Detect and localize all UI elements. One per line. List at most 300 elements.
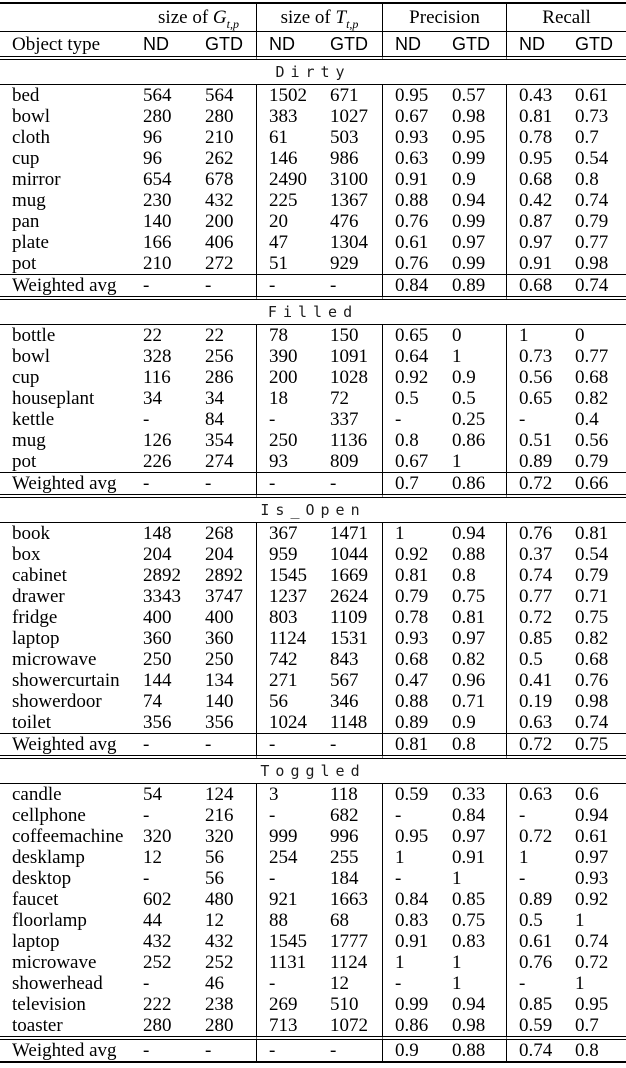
value-cell: 0.82 <box>575 388 609 409</box>
value-cell: 0.79 <box>575 565 609 586</box>
table-row <box>0 409 626 430</box>
value-cell: 996 <box>328 826 383 847</box>
value-cell: 0.68 <box>575 367 609 388</box>
value-cell: 0.94 <box>450 994 507 1015</box>
value-cell: 432 <box>143 931 172 952</box>
value-cell: 0.89 <box>519 451 553 472</box>
value-cell: 0.61 <box>575 826 609 847</box>
value-cell: 271 <box>269 670 298 691</box>
object-type-cell: cup <box>12 148 40 169</box>
value-cell: - <box>269 973 276 994</box>
value-cell: 0.82 <box>450 649 507 670</box>
weighted-avg-value-cell: - <box>141 1036 203 1063</box>
weighted-avg-value-cell: 0.8 <box>573 1036 626 1063</box>
value-cell: 0.85 <box>519 994 553 1015</box>
value-cell: 0.84 <box>395 889 429 910</box>
object-type-cell: television <box>12 994 86 1015</box>
value-cell: 921 <box>269 889 298 910</box>
table-row <box>0 253 626 274</box>
object-type-cell: toaster <box>12 1015 63 1036</box>
value-cell: 222 <box>143 994 172 1015</box>
object-type-cell: plate <box>12 232 49 253</box>
section-header-toggled: Toggled <box>0 759 626 784</box>
weighted-avg-value-cell: 0.88 <box>450 1036 507 1063</box>
value-cell: - <box>395 805 402 826</box>
value-cell: 34 <box>143 388 162 409</box>
value-cell: 0.6 <box>575 784 599 805</box>
value-cell: 0.78 <box>519 127 553 148</box>
value-cell: 0.81 <box>519 106 553 127</box>
value-cell: 0.97 <box>450 628 507 649</box>
group-header-row <box>0 4 626 32</box>
value-cell: 250 <box>203 649 257 670</box>
weighted-avg-row <box>0 733 626 759</box>
weighted-avg-label-cell: Weighted avg <box>0 1036 141 1063</box>
value-cell: 1091 <box>328 346 383 367</box>
value-cell: 986 <box>328 148 383 169</box>
size-t-prefix: size of <box>280 7 336 28</box>
column-header-nd: ND <box>141 32 203 60</box>
value-cell: 280 <box>143 106 172 127</box>
value-cell: 280 <box>203 106 257 127</box>
object-type-cell: box <box>12 544 41 565</box>
value-cell: 78 <box>269 325 289 346</box>
value-cell: 0.77 <box>575 232 609 253</box>
value-cell: 1502 <box>269 85 308 106</box>
value-cell: 367 <box>269 523 298 544</box>
object-type-cell: candle <box>12 784 62 805</box>
value-cell: 432 <box>203 931 257 952</box>
value-cell: 0.67 <box>395 451 429 472</box>
value-cell: 0.8 <box>450 565 507 586</box>
weighted-avg-value-cell: - <box>141 472 203 498</box>
section-row <box>0 300 626 325</box>
object-type-cell: cellphone <box>12 805 86 826</box>
value-cell: 1 <box>450 451 507 472</box>
value-cell: 0.43 <box>519 85 553 106</box>
weighted-avg-value-cell: - <box>141 733 203 759</box>
value-cell: 0.37 <box>519 544 553 565</box>
value-cell: 1 <box>450 346 507 367</box>
value-cell: 0.9 <box>450 367 507 388</box>
value-cell: 0.65 <box>395 325 429 346</box>
value-cell: 255 <box>328 847 383 868</box>
value-cell: 1669 <box>328 565 383 586</box>
value-cell: 1024 <box>269 712 308 733</box>
value-cell: 1663 <box>328 889 383 910</box>
value-cell: 0.95 <box>575 994 609 1015</box>
value-cell: 0.91 <box>395 931 429 952</box>
group-header-recall: Recall <box>507 4 626 32</box>
value-cell: - <box>519 805 526 826</box>
object-type-cell: showerhead <box>12 973 103 994</box>
value-cell: 0.93 <box>575 868 609 889</box>
section-row <box>0 498 626 523</box>
value-cell: 0.71 <box>450 691 507 712</box>
value-cell: 0.73 <box>575 106 609 127</box>
value-cell: 269 <box>269 994 298 1015</box>
value-cell: 654 <box>143 169 172 190</box>
table-row <box>0 649 626 670</box>
value-cell: 320 <box>203 826 257 847</box>
value-cell: 12 <box>143 847 162 868</box>
value-cell: 61 <box>269 127 289 148</box>
value-cell: 22 <box>203 325 257 346</box>
value-cell: 272 <box>203 253 257 274</box>
value-cell: 0.54 <box>575 148 609 169</box>
column-header-gtd: GTD <box>328 32 383 60</box>
weighted-avg-value-cell: 0.75 <box>573 733 626 759</box>
value-cell: 999 <box>269 826 298 847</box>
value-cell: 1 <box>395 523 405 544</box>
object-type-cell: microwave <box>12 952 97 973</box>
value-cell: - <box>143 409 150 430</box>
object-type-cell: mirror <box>12 169 61 190</box>
value-cell: 0.25 <box>450 409 507 430</box>
value-cell: 1131 <box>269 952 307 973</box>
value-cell: 0.91 <box>450 847 507 868</box>
value-cell: 0.99 <box>450 253 507 274</box>
value-cell: 148 <box>143 523 172 544</box>
value-cell: - <box>519 409 526 430</box>
value-cell: 0.99 <box>450 211 507 232</box>
value-cell: 0.93 <box>395 127 429 148</box>
value-cell: 134 <box>203 670 257 691</box>
object-type-cell: pot <box>12 451 37 472</box>
value-cell: 12 <box>203 910 257 931</box>
value-cell: - <box>143 973 150 994</box>
value-cell: 0.92 <box>395 544 429 565</box>
value-cell: 0.88 <box>450 544 507 565</box>
value-cell: 252 <box>203 952 257 973</box>
table-row <box>0 190 626 211</box>
object-type-cell: faucet <box>12 889 59 910</box>
value-cell: 0.94 <box>450 190 507 211</box>
value-cell: - <box>395 409 402 430</box>
value-cell: 252 <box>143 952 172 973</box>
value-cell: 0.92 <box>395 367 429 388</box>
value-cell: 0.79 <box>575 451 609 472</box>
value-cell: 56 <box>203 868 257 889</box>
weighted-avg-value-cell: - <box>203 1036 257 1063</box>
table-row <box>0 994 626 1015</box>
weighted-avg-value-cell: - <box>257 274 328 300</box>
table-row <box>0 106 626 127</box>
value-cell: 44 <box>143 910 162 931</box>
weighted-avg-value-cell: - <box>328 1036 383 1063</box>
value-cell: 0.9 <box>450 712 507 733</box>
table-row <box>0 232 626 253</box>
weighted-avg-value-cell: 0.9 <box>383 1036 450 1063</box>
value-cell: 0.42 <box>519 190 553 211</box>
value-cell: 0.87 <box>519 211 553 232</box>
table-row <box>0 847 626 868</box>
object-type-cell: laptop <box>12 931 60 952</box>
value-cell: 0.7 <box>575 127 599 148</box>
value-cell: 274 <box>203 451 257 472</box>
group-header-size-g <box>141 4 257 32</box>
value-cell: 230 <box>143 190 172 211</box>
value-cell: 3343 <box>143 586 181 607</box>
table-row <box>0 565 626 586</box>
value-cell: - <box>143 805 150 826</box>
value-cell: 0.81 <box>395 565 429 586</box>
value-cell: 1 <box>450 952 507 973</box>
value-cell: 96 <box>143 148 162 169</box>
table-row <box>0 325 626 346</box>
value-cell: 226 <box>143 451 172 472</box>
value-cell: 0.89 <box>395 712 429 733</box>
value-cell: 280 <box>143 1015 172 1036</box>
value-cell: 1304 <box>328 232 383 253</box>
value-cell: 0 <box>450 325 507 346</box>
object-type-cell: cup <box>12 367 40 388</box>
value-cell: 286 <box>203 367 257 388</box>
table-row <box>0 586 626 607</box>
value-cell: 250 <box>269 430 298 451</box>
value-cell: 1 <box>519 847 529 868</box>
value-cell: 20 <box>269 211 289 232</box>
value-cell: 354 <box>203 430 257 451</box>
value-cell: 150 <box>328 325 383 346</box>
object-type-cell: bottle <box>12 325 56 346</box>
value-cell: 671 <box>328 85 383 106</box>
value-cell: 0.5 <box>450 388 507 409</box>
weighted-avg-label-cell: Weighted avg <box>0 274 141 300</box>
value-cell: 682 <box>328 805 383 826</box>
weighted-avg-row <box>0 274 626 300</box>
size-g-subscript: t,p <box>226 16 239 31</box>
value-cell: 0.76 <box>519 523 553 544</box>
value-cell: 250 <box>143 649 172 670</box>
table-row <box>0 523 626 544</box>
value-cell: 216 <box>203 805 257 826</box>
value-cell: 0.54 <box>575 544 609 565</box>
value-cell: 0.98 <box>575 691 609 712</box>
value-cell: 0.77 <box>519 586 553 607</box>
value-cell: - <box>395 973 402 994</box>
value-cell: 1471 <box>328 523 383 544</box>
value-cell: 256 <box>203 346 257 367</box>
value-cell: 0.7 <box>575 1015 599 1036</box>
object-type-cell: mug <box>12 190 46 211</box>
value-cell: 0.72 <box>519 826 553 847</box>
value-cell: 88 <box>269 910 289 931</box>
weighted-avg-value-cell: - <box>203 274 257 300</box>
value-cell: 46 <box>203 973 257 994</box>
value-cell: 0.97 <box>450 826 507 847</box>
value-cell: 140 <box>143 211 172 232</box>
value-cell: 1028 <box>328 367 383 388</box>
column-header-nd: ND <box>257 32 328 60</box>
weighted-avg-label-cell: Weighted avg <box>0 733 141 759</box>
value-cell: 96 <box>143 127 162 148</box>
group-header-precision: Precision <box>383 4 507 32</box>
value-cell: 204 <box>143 544 172 565</box>
value-cell: 0.72 <box>519 607 553 628</box>
weighted-avg-value-cell: 0.74 <box>573 274 626 300</box>
value-cell: 1 <box>575 973 585 994</box>
value-cell: 0.63 <box>395 148 429 169</box>
table-row <box>0 430 626 451</box>
value-cell: 0.73 <box>519 346 553 367</box>
section-header-dirty: Dirty <box>0 60 626 85</box>
group-header-size-t <box>257 4 383 32</box>
value-cell: 0.97 <box>519 232 553 253</box>
weighted-avg-value-cell: - <box>328 733 383 759</box>
column-header-gtd: GTD <box>573 32 626 60</box>
value-cell: 0.74 <box>575 190 609 211</box>
value-cell: 0.91 <box>395 169 429 190</box>
weighted-avg-value-cell: - <box>257 1036 328 1063</box>
value-cell: 0.76 <box>519 952 553 973</box>
table-row <box>0 148 626 169</box>
section-header-is_open: Is_Open <box>0 498 626 523</box>
value-cell: 0.84 <box>450 805 507 826</box>
value-cell: 0.98 <box>450 1015 507 1036</box>
value-cell: 360 <box>143 628 172 649</box>
object-type-cell: fridge <box>12 607 58 628</box>
value-cell: 3100 <box>328 169 383 190</box>
weighted-avg-value-cell: - <box>328 274 383 300</box>
weighted-avg-row <box>0 1036 626 1063</box>
value-cell: 1367 <box>328 190 383 211</box>
table-row <box>0 346 626 367</box>
value-cell: 0.79 <box>395 586 429 607</box>
value-cell: 3 <box>269 784 279 805</box>
value-cell: 480 <box>203 889 257 910</box>
object-type-cell: desktop <box>12 868 72 889</box>
value-cell: 0.97 <box>450 232 507 253</box>
object-type-cell: toilet <box>12 712 52 733</box>
value-cell: 337 <box>328 409 383 430</box>
value-cell: 1545 <box>269 931 308 952</box>
value-cell: 0.99 <box>395 994 429 1015</box>
value-cell: 200 <box>269 367 298 388</box>
value-cell: 1 <box>395 952 405 973</box>
value-cell: 0.81 <box>575 523 609 544</box>
value-cell: 0.86 <box>450 430 507 451</box>
value-cell: 0.94 <box>450 523 507 544</box>
object-type-cell: cloth <box>12 127 50 148</box>
value-cell: 225 <box>269 190 298 211</box>
value-cell: 0.67 <box>395 106 429 127</box>
table-row <box>0 169 626 190</box>
value-cell: 0.57 <box>450 85 507 106</box>
value-cell: 0.63 <box>519 784 553 805</box>
value-cell: 0.78 <box>395 607 429 628</box>
value-cell: 200 <box>203 211 257 232</box>
object-type-cell: cabinet <box>12 565 67 586</box>
table-row <box>0 1015 626 1036</box>
value-cell: 0.75 <box>575 607 609 628</box>
table-row <box>0 607 626 628</box>
value-cell: 803 <box>269 607 298 628</box>
size-g-prefix: size of <box>158 7 213 28</box>
size-t-symbol: T <box>335 7 347 28</box>
value-cell: 0.68 <box>575 649 609 670</box>
value-cell: 320 <box>143 826 172 847</box>
value-cell: 929 <box>328 253 383 274</box>
value-cell: 1531 <box>328 628 383 649</box>
value-cell: 268 <box>203 523 257 544</box>
value-cell: 22 <box>143 325 162 346</box>
value-cell: 1237 <box>269 586 308 607</box>
object-type-cell: kettle <box>12 409 55 430</box>
object-type-cell: showerdoor <box>12 691 102 712</box>
value-cell: 2892 <box>203 565 257 586</box>
object-type-cell: bed <box>12 85 40 106</box>
value-cell: 68 <box>328 910 383 931</box>
value-cell: 328 <box>143 346 172 367</box>
table-row <box>0 691 626 712</box>
weighted-avg-value-cell: 0.81 <box>383 733 450 759</box>
value-cell: 564 <box>203 85 257 106</box>
value-cell: 1148 <box>328 712 383 733</box>
object-type-cell: coffeemachine <box>12 826 124 847</box>
section-row <box>0 60 626 85</box>
value-cell: 356 <box>143 712 172 733</box>
value-cell: 0.56 <box>519 367 553 388</box>
value-cell: 84 <box>203 409 257 430</box>
value-cell: 1044 <box>328 544 383 565</box>
value-cell: 406 <box>203 232 257 253</box>
value-cell: 1 <box>395 847 405 868</box>
value-cell: - <box>269 409 276 430</box>
weighted-avg-value-cell: 0.7 <box>383 472 450 498</box>
value-cell: 93 <box>269 451 289 472</box>
table-row <box>0 670 626 691</box>
value-cell: 0.74 <box>575 712 609 733</box>
value-cell: 0.47 <box>395 670 429 691</box>
value-cell: 0.95 <box>450 127 507 148</box>
value-cell: 0.81 <box>450 607 507 628</box>
value-cell: 2624 <box>328 586 383 607</box>
value-cell: 184 <box>328 868 383 889</box>
value-cell: 0.76 <box>575 670 609 691</box>
table-row <box>0 868 626 889</box>
value-cell: 116 <box>143 367 171 388</box>
weighted-avg-value-cell: - <box>203 472 257 498</box>
table-row <box>0 127 626 148</box>
value-cell: 140 <box>203 691 257 712</box>
value-cell: 0.93 <box>395 628 429 649</box>
value-cell: 564 <box>143 85 172 106</box>
value-cell: 400 <box>203 607 257 628</box>
object-type-cell: bowl <box>12 106 50 127</box>
value-cell: 56 <box>269 691 289 712</box>
value-cell: 0.41 <box>519 670 553 691</box>
value-cell: - <box>269 868 276 889</box>
value-cell: 742 <box>269 649 298 670</box>
value-cell: 346 <box>328 691 383 712</box>
value-cell: 0.64 <box>395 346 429 367</box>
value-cell: 74 <box>143 691 162 712</box>
value-cell: 254 <box>269 847 298 868</box>
value-cell: 400 <box>143 607 172 628</box>
value-cell: 843 <box>328 649 383 670</box>
value-cell: 47 <box>269 232 289 253</box>
weighted-avg-value-cell: 0.8 <box>450 733 507 759</box>
object-type-cell: bowl <box>12 346 50 367</box>
value-cell: 0.92 <box>575 889 609 910</box>
value-cell: 0.79 <box>575 211 609 232</box>
table-row <box>0 85 626 106</box>
value-cell: 356 <box>203 712 257 733</box>
value-cell: 1777 <box>328 931 383 952</box>
weighted-avg-label-cell: Weighted avg <box>0 472 141 498</box>
value-cell: 1109 <box>328 607 383 628</box>
